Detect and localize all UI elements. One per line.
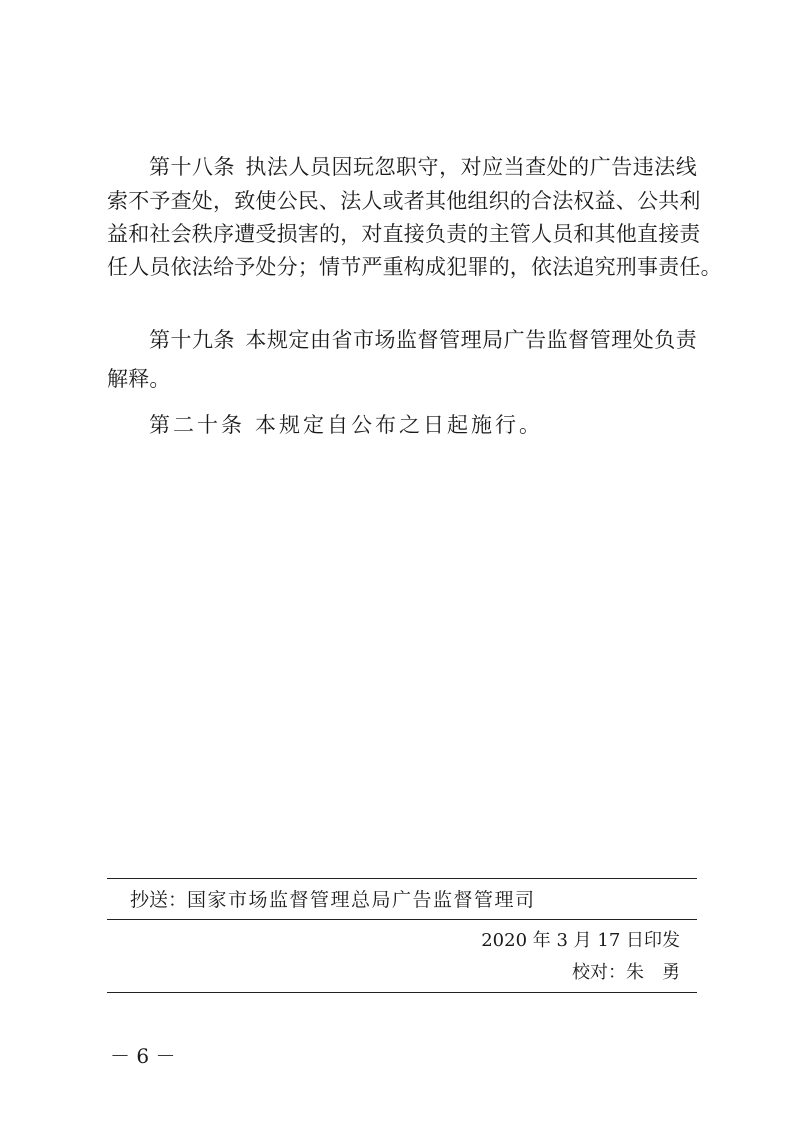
article-20-text: 本规定自公布之日起施行。 xyxy=(255,413,543,437)
proofreader-name: 朱 勇 xyxy=(626,962,680,983)
footer-middle-rule xyxy=(107,919,697,920)
article-19-line-2: 解释。 xyxy=(107,367,171,391)
article-20-line xyxy=(107,410,697,440)
page-number: － 6 － xyxy=(110,1044,176,1068)
article-19-number: 第十九条 xyxy=(149,328,236,352)
cc-label: 抄送： xyxy=(130,889,188,911)
article-18-number: 第十八条 xyxy=(149,155,236,179)
article-18-line-2: 索不予查处，致使公民、法人或者其他组织的合法权益、公共利 xyxy=(107,189,701,213)
article-18-line-3: 益和社会秩序遭受损害的，对直接负责的主管人员和其他直接责 xyxy=(107,222,701,246)
proofreader-label: 校对： xyxy=(572,962,626,983)
issue-date: 2020 年 3 月 17 日印发 xyxy=(481,930,680,951)
article-20-number: 第二十条 xyxy=(149,413,245,437)
article-19-text-1: 本规定由省市场监督管理局广告监督管理处负责 xyxy=(245,328,697,352)
article-19-line-1 xyxy=(107,325,697,355)
footer-top-rule xyxy=(107,878,697,879)
article-18-text-1: 执法人员因玩忽职守，对应当查处的广告违法线 xyxy=(245,155,697,179)
article-18-line-4: 任人员依法给予处分；情节严重构成犯罪的，依法追究刑事责任。 xyxy=(107,255,722,279)
article-18-line-1 xyxy=(107,152,697,182)
footer-bottom-rule xyxy=(107,992,697,993)
cc-recipient: 国家市场监督管理总局广告监督管理司 xyxy=(187,889,536,911)
cc-line xyxy=(130,886,536,914)
proofreader-line xyxy=(572,960,680,986)
